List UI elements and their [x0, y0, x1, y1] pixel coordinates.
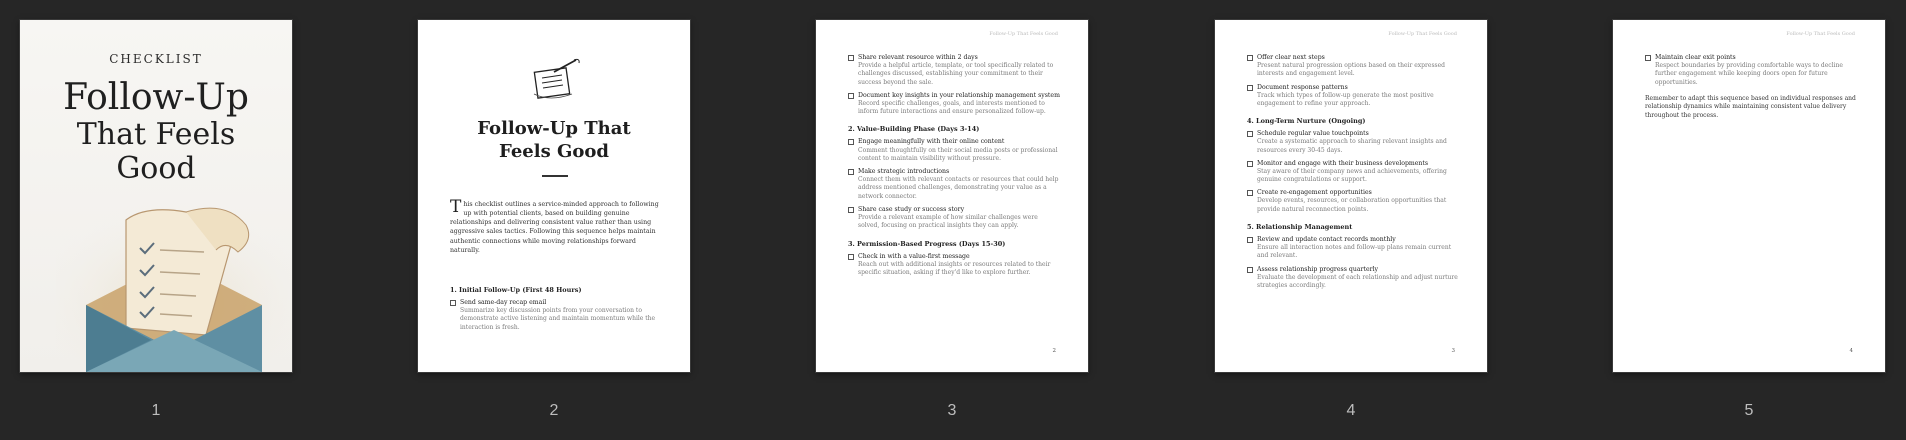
page-thumbnail-5[interactable] — [1613, 20, 1885, 372]
item-description: Stay aware of their company news and achievements, offering genuine congratulations or support. — [1257, 167, 1447, 184]
running-header: Follow-Up That Feels Good — [1388, 31, 1457, 37]
checkbox-icon[interactable] — [1247, 161, 1253, 167]
section-title: 1. Initial Follow-Up (First 48 Hours) — [450, 286, 582, 294]
page-title-line-2: Feels Good — [499, 140, 609, 162]
continued-items — [1247, 54, 1459, 108]
intro-paragraph — [450, 197, 660, 255]
item-description: Ensure all interaction notes and follow-up plans remain current and relevant. — [1257, 244, 1452, 260]
checklist-item — [1247, 266, 1459, 291]
checklist-item — [848, 92, 1060, 117]
checkbox-icon[interactable] — [848, 93, 854, 99]
thumbnail-label-1: 1 — [151, 402, 161, 419]
section-4 — [1247, 117, 1459, 214]
checklist-item — [1247, 236, 1459, 261]
page-title-line-1: Follow-Up That — [477, 118, 631, 139]
item-title: Offer clear next steps — [1257, 54, 1325, 61]
item-title: Send same-day recap email — [460, 299, 547, 306]
checkbox-icon[interactable] — [848, 55, 854, 61]
page-thumbnail-4[interactable] — [1215, 20, 1487, 372]
cover-title-line-2: That Feels — [76, 117, 236, 152]
running-header: Follow-Up That Feels Good — [1786, 31, 1855, 37]
item-description: Provide a helpful article, template, or tool specifically related to challenges discussed, establishing your commitment to their success beyond the sale. — [858, 62, 1054, 86]
section-3 — [848, 240, 1060, 278]
checklist-item — [450, 299, 662, 332]
checklist-item — [1247, 160, 1459, 185]
checkbox-icon[interactable] — [848, 139, 854, 145]
page-3-content — [848, 54, 1060, 286]
checklist-item — [1247, 84, 1459, 109]
checklist-item — [848, 206, 1060, 231]
item-title: Schedule regular value touchpoints — [1257, 130, 1369, 138]
item-description: Develop events, resources, or collaboration opportunities that provide natural reconnection points. — [1257, 197, 1447, 213]
checkbox-icon[interactable] — [450, 300, 456, 306]
cover-title — [20, 77, 292, 186]
section-title: 2. Value-Building Phase (Days 3-14) — [848, 125, 980, 134]
drop-cap: T — [450, 197, 462, 217]
thumbnail-label-3: 3 — [947, 402, 957, 419]
thumbnail-label-4: 4 — [1346, 402, 1356, 419]
item-description: Comment thoughtfully on their social media posts or professional content to maintain visibility without pressure. — [858, 146, 1058, 162]
checklist-item — [1247, 130, 1459, 155]
checkbox-icon[interactable] — [848, 169, 854, 175]
item-description: Connect them with relevant contacts or resources that could help address mentioned challenges, demonstrating your value as a network connector. — [858, 176, 1059, 200]
item-description: Reach out with additional insights or resources related to their specific situation, asking if they'd like to explore further. — [858, 260, 1051, 276]
page-folio: 2 — [1052, 348, 1056, 354]
checkbox-icon[interactable] — [1247, 55, 1253, 61]
item-description: Provide a relevant example of how similar challenges were solved, focusing on practical insights they can apply. — [858, 213, 1038, 230]
section-2 — [848, 125, 1060, 230]
item-title: Monitor and engage with their business developments — [1257, 159, 1429, 167]
continued-items — [848, 54, 1060, 116]
item-title: Create re-engagement opportunities — [1257, 189, 1372, 197]
section-title: 3. Permission-Based Progress (Days 15-30) — [848, 239, 1006, 248]
item-description: Evaluate the development of each relationship and adjust nurture strategies accordingly. — [1257, 273, 1458, 289]
item-description: Record specific challenges, goals, and interests mentioned to inform future interactions and ensure personalized follow-up. — [858, 99, 1046, 116]
checkbox-icon[interactable] — [1247, 85, 1253, 91]
checkbox-icon[interactable] — [848, 254, 854, 260]
closing-paragraph: Remember to adapt this sequence based on individual responses and relationship dynamics while maintaining consistent value delivery throughout the process. — [1645, 94, 1856, 119]
page-5-content — [1645, 54, 1857, 120]
page-folio: 3 — [1451, 348, 1455, 354]
page-folio: 4 — [1849, 348, 1853, 354]
thumbnail-label-2: 2 — [549, 402, 559, 419]
checklist-item — [848, 168, 1060, 201]
item-title: Review and update contact records monthly — [1257, 235, 1396, 243]
thumbnail-label-5: 5 — [1744, 402, 1754, 419]
item-description: Track which types of follow-up generate the most positive engagement to refine your approach. — [1257, 91, 1434, 107]
item-title: Share case study or success story — [858, 205, 965, 213]
checkbox-icon[interactable] — [848, 207, 854, 213]
checklist-pen-icon — [530, 58, 582, 102]
checkbox-icon[interactable] — [1247, 190, 1253, 196]
item-description: Respect boundaries by providing comfortable ways to decline further engagement while keeping doors open for future opportunities. — [1655, 62, 1843, 86]
item-title: Assess relationship progress quarterly — [1257, 265, 1379, 273]
page-thumbnail-1[interactable] — [20, 20, 292, 372]
page-thumbnail-2[interactable] — [418, 20, 690, 372]
checklist-item — [1247, 54, 1459, 79]
running-header: Follow-Up That Feels Good — [989, 31, 1058, 37]
item-description: Create a systematic approach to sharing relevant insights and resources every 30-45 days. — [1257, 138, 1447, 154]
item-description: Present natural progression options based on their expressed interests and engagement level. — [1257, 62, 1445, 78]
page-title — [418, 118, 690, 163]
intro-text: his checklist outlines a service-minded approach to following up with potential clients, based on building genuine relationships and delivering consistent value rather than using aggressive sales tactics. Following this sequence helps maintain authentic connections while moving relationships forward naturally. — [450, 201, 659, 254]
cover-label: CHECKLIST — [109, 52, 203, 66]
title-divider — [542, 175, 568, 177]
section-1 — [450, 286, 662, 337]
item-title: Share relevant resource within 2 days — [858, 54, 978, 61]
checklist-item — [1645, 54, 1857, 87]
page-thumbnail-3[interactable] — [816, 20, 1088, 372]
checklist-item — [848, 253, 1060, 278]
page-4-content — [1247, 54, 1459, 299]
item-description: Summarize key discussion points from your conversation to demonstrate active listening and maintain momentum while the interaction is fresh. — [460, 307, 656, 331]
envelope-checklist-illustration — [56, 200, 292, 372]
checkbox-icon[interactable] — [1247, 131, 1253, 137]
item-title: Document key insights in your relationship management system — [858, 91, 1060, 99]
checklist-item — [848, 54, 1060, 87]
item-title: Document response patterns — [1257, 83, 1348, 91]
checkbox-icon[interactable] — [1247, 237, 1253, 243]
section-5 — [1247, 223, 1459, 290]
item-title: Maintain clear exit points — [1655, 54, 1736, 61]
item-title: Engage meaningfully with their online content — [858, 138, 1005, 146]
section-title: 5. Relationship Management — [1247, 222, 1353, 231]
checklist-item — [1247, 189, 1459, 214]
cover-title-line-1: Follow-Up — [63, 77, 249, 118]
section-title: 4. Long-Term Nurture (Ongoing) — [1247, 117, 1366, 126]
checkbox-icon[interactable] — [1645, 55, 1651, 61]
item-title: Check in with a value-first message — [858, 252, 970, 260]
cover-title-line-3: Good — [116, 151, 196, 186]
item-title: Make strategic introductions — [858, 168, 950, 176]
checkbox-icon[interactable] — [1247, 267, 1253, 273]
checklist-item — [848, 138, 1060, 163]
